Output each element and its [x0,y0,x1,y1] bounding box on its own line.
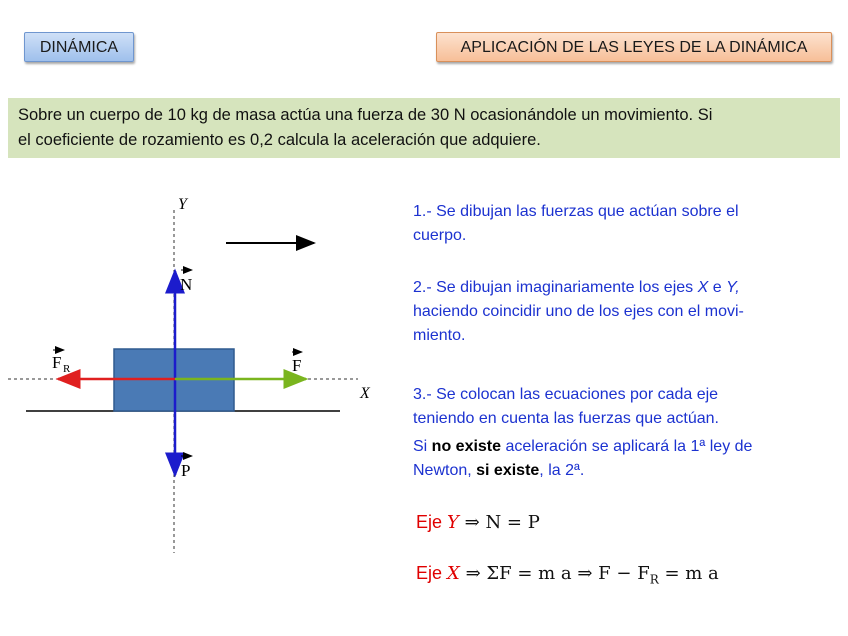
friction-force-label [52,350,71,375]
weight-label-text: P [181,461,191,480]
friction-label-text: F [52,353,62,372]
problem-line-1: Sobre un cuerpo de 10 kg de masa actúa una fuerza de 30 N ocasionándole un movimiento. Si [18,106,713,124]
problem-statement [8,98,840,158]
x-axis-label: X [360,385,370,402]
step-2-line-3: miento. [413,327,466,344]
topic-tag: DINÁMICA [24,32,134,62]
applied-force-label [292,352,302,375]
no-existe-bold: no existe [431,438,502,455]
section-title-tag: APLICACIÓN DE LAS LEYES DE LA DINÁMICA [436,32,832,62]
step-2-line-1: 2.- Se dibujan imaginariamente los ejes X e Y, [413,279,740,296]
step-1-line-2: cuerpo. [413,227,467,244]
equation-x: Eje X ⇒ ΣF = m a ⇒ $F - F_R = m$ a [416,563,719,587]
applied-label-text: F [292,356,302,375]
step-1 [413,200,739,248]
step-1-line-1: 1.- Se dibujan las fuerzas que actúan sobre el [413,203,739,220]
x-axis-ref: X [697,279,709,296]
weight-force-label [181,456,192,480]
step-3-line-1: 3.- Se colocan las ecuaciones por cada eje [413,386,719,403]
friction-label-sub: R [63,363,71,375]
problem-line-2: el coeficiente de rozamiento es 0,2 calcula la aceleración que adquiere. [18,131,541,149]
normal-force-label [180,270,192,294]
force-diagram [0,185,400,565]
step-3 [413,383,752,483]
step-2-line-2: haciendo coincidir uno de los ejes con el movi- [413,303,744,320]
step-3-line-3: Si no existe aceleración se aplicará la 1ª ley de [413,438,753,455]
equation-y: Eje Y ⇒ N = P [416,512,540,533]
y-axis-label: Y [178,196,187,213]
step-2 [413,276,744,348]
y-axis-ref: Y, [726,279,740,296]
si-existe-bold: si existe [476,462,540,479]
normal-label-text: N [180,275,193,294]
step-3-line-2: teniendo en cuenta las fuerzas que actúan. [413,410,719,427]
step-3-line-4: Newton, si existe, la 2ª. [413,462,585,479]
